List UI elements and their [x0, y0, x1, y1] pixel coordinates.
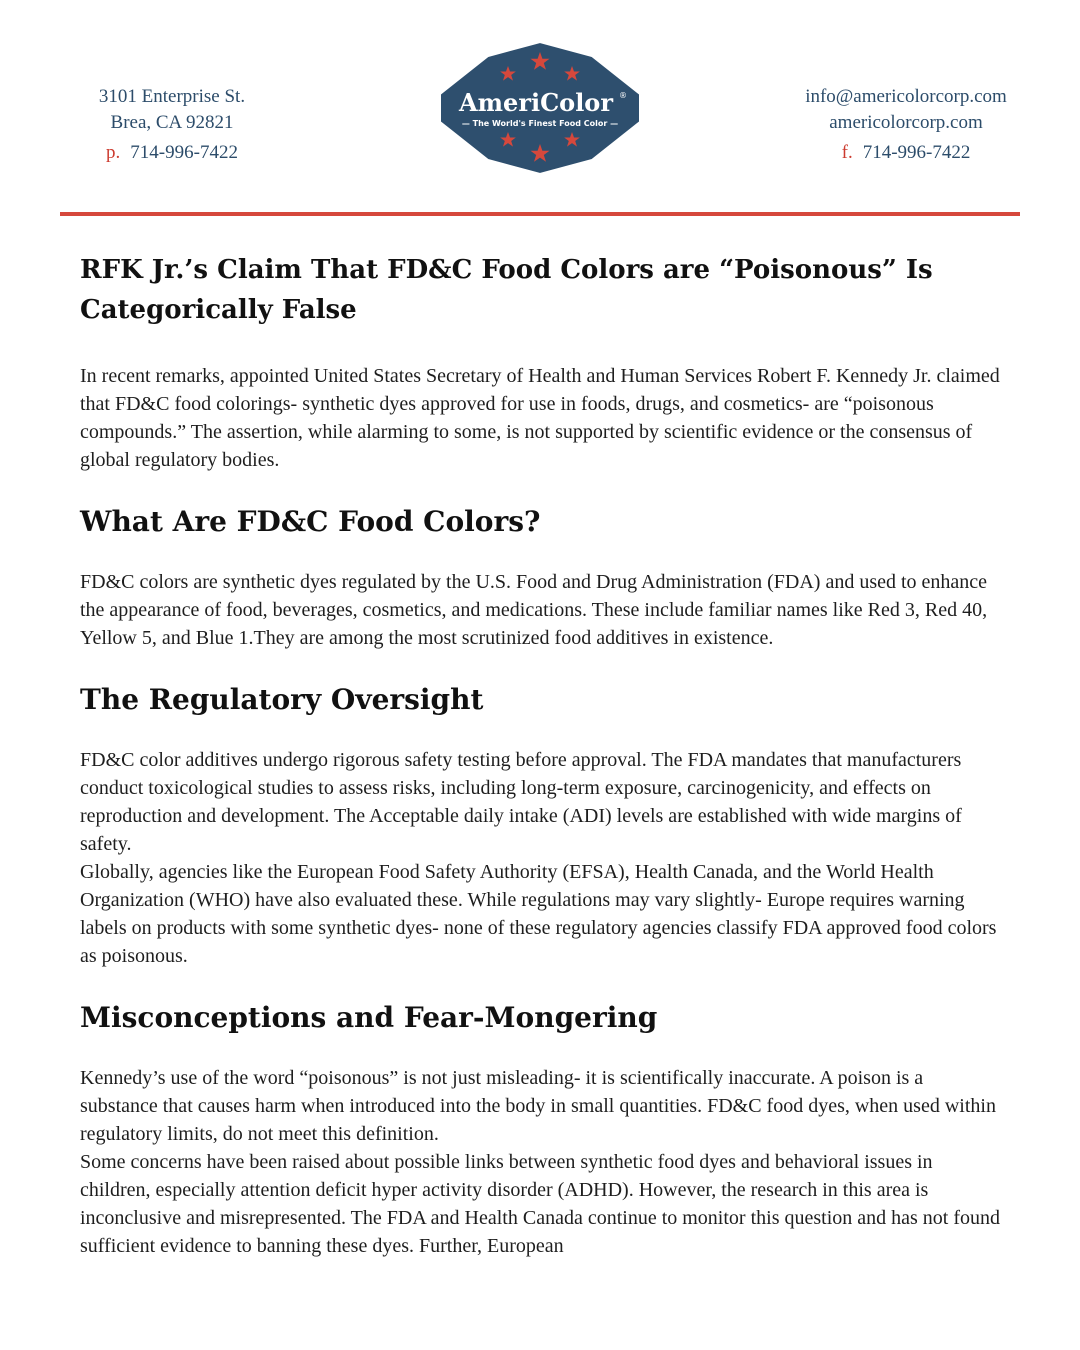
article-title: RFK Jr.’s Claim That FD&C Food Colors are “Poisonous” Is Categorically False: [80, 255, 933, 325]
fax-label: f.: [841, 142, 853, 163]
logo-wordmark: AmeriColor: [459, 88, 613, 117]
phone-number[interactable]: 714-996-7422: [130, 142, 238, 163]
header-divider: [60, 212, 1020, 216]
section-paragraph: Kennedy’s use of the word “poisonous” is not just misleading- it is scientifically inaccurate. A poison is a substance that causes harm when introduced into the body in small quantities. FD&C food dyes, when used within regulatory limits, do not meet this definition.: [80, 1067, 996, 1145]
street-address: 3101 Enterprise St.: [98, 86, 246, 107]
section-paragraph: FD&C colors are synthetic dyes regulated by the U.S. Food and Drug Administration (FDA) and used to enhance the appearance of food, beverages, cosmetics, and medications. These include familiar names like Red 3, Red 40, Yellow 5, and Blue 1.They are among the most scrutinized food additives in existence.: [80, 571, 988, 649]
section-paragraph: Some concerns have been raised about possible links between synthetic food dyes and behavioral issues in children, especially attention deficit hyper activity disorder (ADHD). However, the research in this area is inconclusive and misrepresented. The FDA and Health Canada continue to monitor this question and has not found sufficient evidence to banning these dyes. Further, European: [80, 1151, 1000, 1257]
logo-tagline: — The World's Finest Food Color —: [461, 119, 619, 128]
star-badge-logo: [436, 40, 644, 176]
section-heading-what-are: What Are FD&C Food Colors?: [80, 505, 541, 538]
email-link[interactable]: info@americolorcorp.com: [805, 86, 1007, 107]
americolor-logo: [436, 40, 644, 176]
phone-line: [62, 140, 282, 166]
fax-line: [770, 140, 1042, 166]
section-paragraph: Globally, agencies like the European Food Safety Authority (EFSA), Health Canada, and the World Health Organization (WHO) have also evaluated these. While regulations may vary slightly- Europe requires warning labels on products with some synthetic dyes- none of these regulatory agencies classify FDA approved food colors as poisonous.: [80, 861, 997, 967]
registered-mark: ®: [619, 91, 627, 100]
city-state-zip: Brea, CA 92821: [110, 112, 234, 133]
website-link[interactable]: americolorcorp.com: [829, 112, 983, 133]
intro-paragraph: In recent remarks, appointed United States Secretary of Health and Human Services Robert F. Kennedy Jr. claimed that FD&C food colorings- synthetic dyes approved for use in foods, drugs, and cosmetics- are “poisonous compounds.” The assertion, while alarming to some, is not supported by scientific evidence or the consensus of global regulatory bodies.: [80, 365, 1000, 471]
section-paragraph: FD&C color additives undergo rigorous safety testing before approval. The FDA mandates that manufacturers conduct toxicological studies to assess risks, including long-term exposure, carcinogenicity, and effects on reproduction and development. The Acceptable daily intake (ADI) levels are established with wide margins of safety.: [80, 749, 962, 855]
company-address: [62, 84, 282, 166]
section-heading-misconceptions: Misconceptions and Fear-Mongering: [80, 1001, 658, 1034]
article-body: [80, 250, 1005, 1260]
fax-number: 714-996-7422: [862, 142, 971, 163]
section-heading-regulatory: The Regulatory Oversight: [80, 683, 484, 716]
phone-label: p.: [106, 142, 121, 163]
company-contact: [770, 84, 1042, 166]
